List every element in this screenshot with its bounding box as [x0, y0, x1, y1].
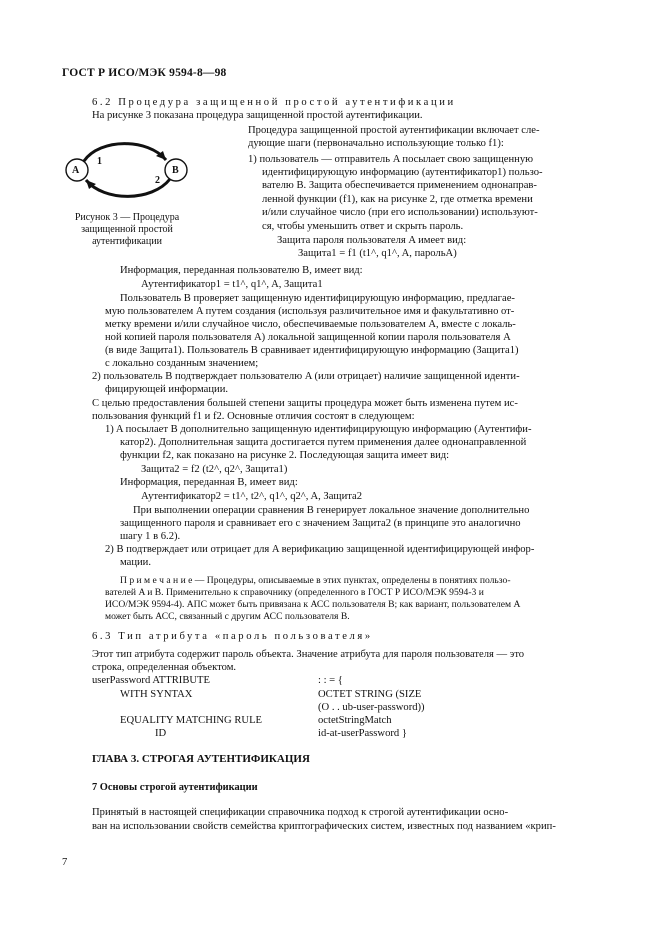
formula-authenticator2: Аутентификатор2 = t1^, t2^, q1^, q2^, A, Защита2 [141, 491, 363, 502]
body-line-12: пользования функций f1 и f2. Основные отличия состоят в следующем: [92, 411, 415, 422]
section-6-3-title: 6.3 Тип атрибута «пароль пользователя» [92, 631, 373, 642]
body-line-10: фицирующей информации. [105, 384, 229, 395]
formula-zashchita2: Защита2 = f2 (t2^, q2^, Защита1) [141, 464, 288, 475]
body-line-23: мации. [120, 557, 151, 568]
body-line-22: 2) B подтверждает или отрицает для A верификацию защищенной идентифицирующей инфор- [105, 544, 535, 555]
node-a-label: A [72, 165, 80, 176]
right-line-6: ленной функции (f1), как на рисунке 2, где отметка времени [262, 194, 533, 205]
right-line-8: ся, чтобы уменьшить ответ и скрыть пароль. [262, 221, 464, 232]
section-6-2-title: 6.2 Процедура защищенной простой аутентификации [92, 97, 456, 108]
code-id-value: id-at-userPassword } [318, 728, 407, 739]
node-b-label: B [172, 165, 179, 176]
body-line-7: (в виде Защита1). Пользователь B сравнивает идентифицирующую информацию (Защита1) [105, 345, 519, 356]
right-line-4: идентифицирующую информацию (аутентификатор1) пользо- [262, 167, 543, 178]
body-line-21: шагу 1 в 6.2). [120, 531, 181, 542]
arrow-2-label: 2 [155, 175, 160, 186]
formula-zashchita1: Защита1 = f1 (t1^, q1^, A, парольA) [298, 248, 457, 259]
body-line-13: 1) A посылает B дополнительно защищенную идентифицирующую информацию (Аутентифи- [105, 424, 532, 435]
section-7-line-2: ван на использовании свойств семейства криптографических систем, известных под названием «крип- [92, 821, 556, 832]
body-line-14: катор2). Дополнительная защита достигается путем применения далее однонаправленной [120, 437, 527, 448]
right-line-3: 1) пользователь — отправитель A посылает свою защищенную [248, 154, 534, 165]
body-line-15: функции f2, как показано на рисунке 2. Последующая защита имеет вид: [120, 450, 450, 461]
body-line-5: метку времени и/или случайное число, обеспечиваемые пользователем A, вместе с локаль- [105, 319, 516, 330]
code-octet-match: octetStringMatch [318, 715, 392, 726]
note-line-1: П р и м е ч а н и е — Процедуры, описываемые в этих пунктах, определены в понятиях пользо- [120, 575, 511, 586]
section-6-3-line-1: Этот тип атрибута содержит пароль объекта. Значение атрибута для пароля пользователя — это [92, 649, 525, 660]
body-line-6: ной копией пароля пользователя A) локальной защищенной копии пароля пользователя A [105, 332, 511, 343]
figure-caption-line-1: Рисунок 3 — Процедура [74, 212, 180, 223]
code-with-syntax: WITH SYNTAX [120, 689, 193, 700]
code-assign: : : = { [318, 675, 343, 686]
code-equality-rule: EQUALITY MATCHING RULE [120, 715, 263, 726]
section-7-title: 7 Основы строгой аутентификации [92, 782, 258, 793]
body-line-19: При выполнении операции сравнения B генерирует локальное значение дополнительно [133, 505, 530, 516]
arrow-1-label: 1 [97, 156, 102, 167]
page-header: ГОСТ Р ИСО/МЭК 9594-8—98 [62, 67, 227, 79]
right-line-1: Процедура защищенной простой аутентификации включает сле- [248, 125, 540, 136]
figure-caption-line-2: защищенной простой [81, 224, 173, 235]
page-number: 7 [62, 857, 68, 868]
code-id-label: ID [155, 728, 167, 739]
body-line-9: 2) пользователь B подтверждает пользователю A (или отрицает) наличие защищенной иденти- [92, 371, 520, 382]
note-line-2: вателей A и B. Применительно к справочнику (определенного в ГОСТ Р ИСО/МЭК 9594-3 и [105, 587, 484, 598]
formula-authenticator1: Аутентификатор1 = t1^, q1^, A, Защита1 [141, 279, 323, 290]
body-line-17: Информация, переданная B, имеет вид: [120, 477, 298, 488]
chapter-3-title: ГЛАВА 3. СТРОГАЯ АУТЕНТИФИКАЦИЯ [92, 753, 310, 765]
body-line-11: С целью предоставления большей степени защиты процедура может быть изменена путем ис- [92, 398, 518, 409]
right-line-9: Защита пароля пользователя A имеет вид: [277, 235, 467, 246]
body-line-20: защищенного пароля и сравнивает его с значением Защита2 (в принципе это аналогично [120, 518, 521, 529]
figure-3-diagram [60, 140, 210, 200]
section-7-line-1: Принятый в настоящей спецификации справочника подход к строгой аутентификации осно- [92, 807, 509, 818]
right-line-5: вателю B. Защита обеспечивается применением однонапрaв- [262, 180, 537, 191]
section-6-3-line-2: строка, определенная объектом. [92, 662, 237, 673]
note-line-4: может быть АСС, связанный с другим АСС пользователя B. [105, 611, 350, 622]
figure-caption-line-3: аутентификации [92, 236, 162, 247]
body-line-4: мую пользователем A путем создания (используя различительное имя и факультативно от- [105, 306, 515, 317]
body-line-1: Информация, переданная пользователю B, имеет вид: [120, 265, 363, 276]
code-octet-string: OCTET STRING (SIZE [318, 689, 422, 700]
code-attr-name: userPassword ATTRIBUTE [92, 675, 210, 686]
section-6-2-intro: На рисунке 3 показана процедура защищенной простой аутентификации. [92, 110, 423, 121]
body-line-3: Пользователь B проверяет защищенную идентифицирующую информацию, предлагае- [120, 293, 515, 304]
note-line-3: ИСО/МЭК 9594-4). АПС может быть привязана к АСС пользователя B; как вариант, пользователем A [105, 599, 521, 610]
right-line-2: дующие шаги (первоначально использующие только f1): [248, 138, 504, 149]
code-size-range: (O . . ub-user-password)) [318, 702, 425, 713]
right-line-7: и/или случайное число (при его использовании) используют- [262, 207, 538, 218]
body-line-8: с локально созданным значением; [105, 358, 259, 369]
